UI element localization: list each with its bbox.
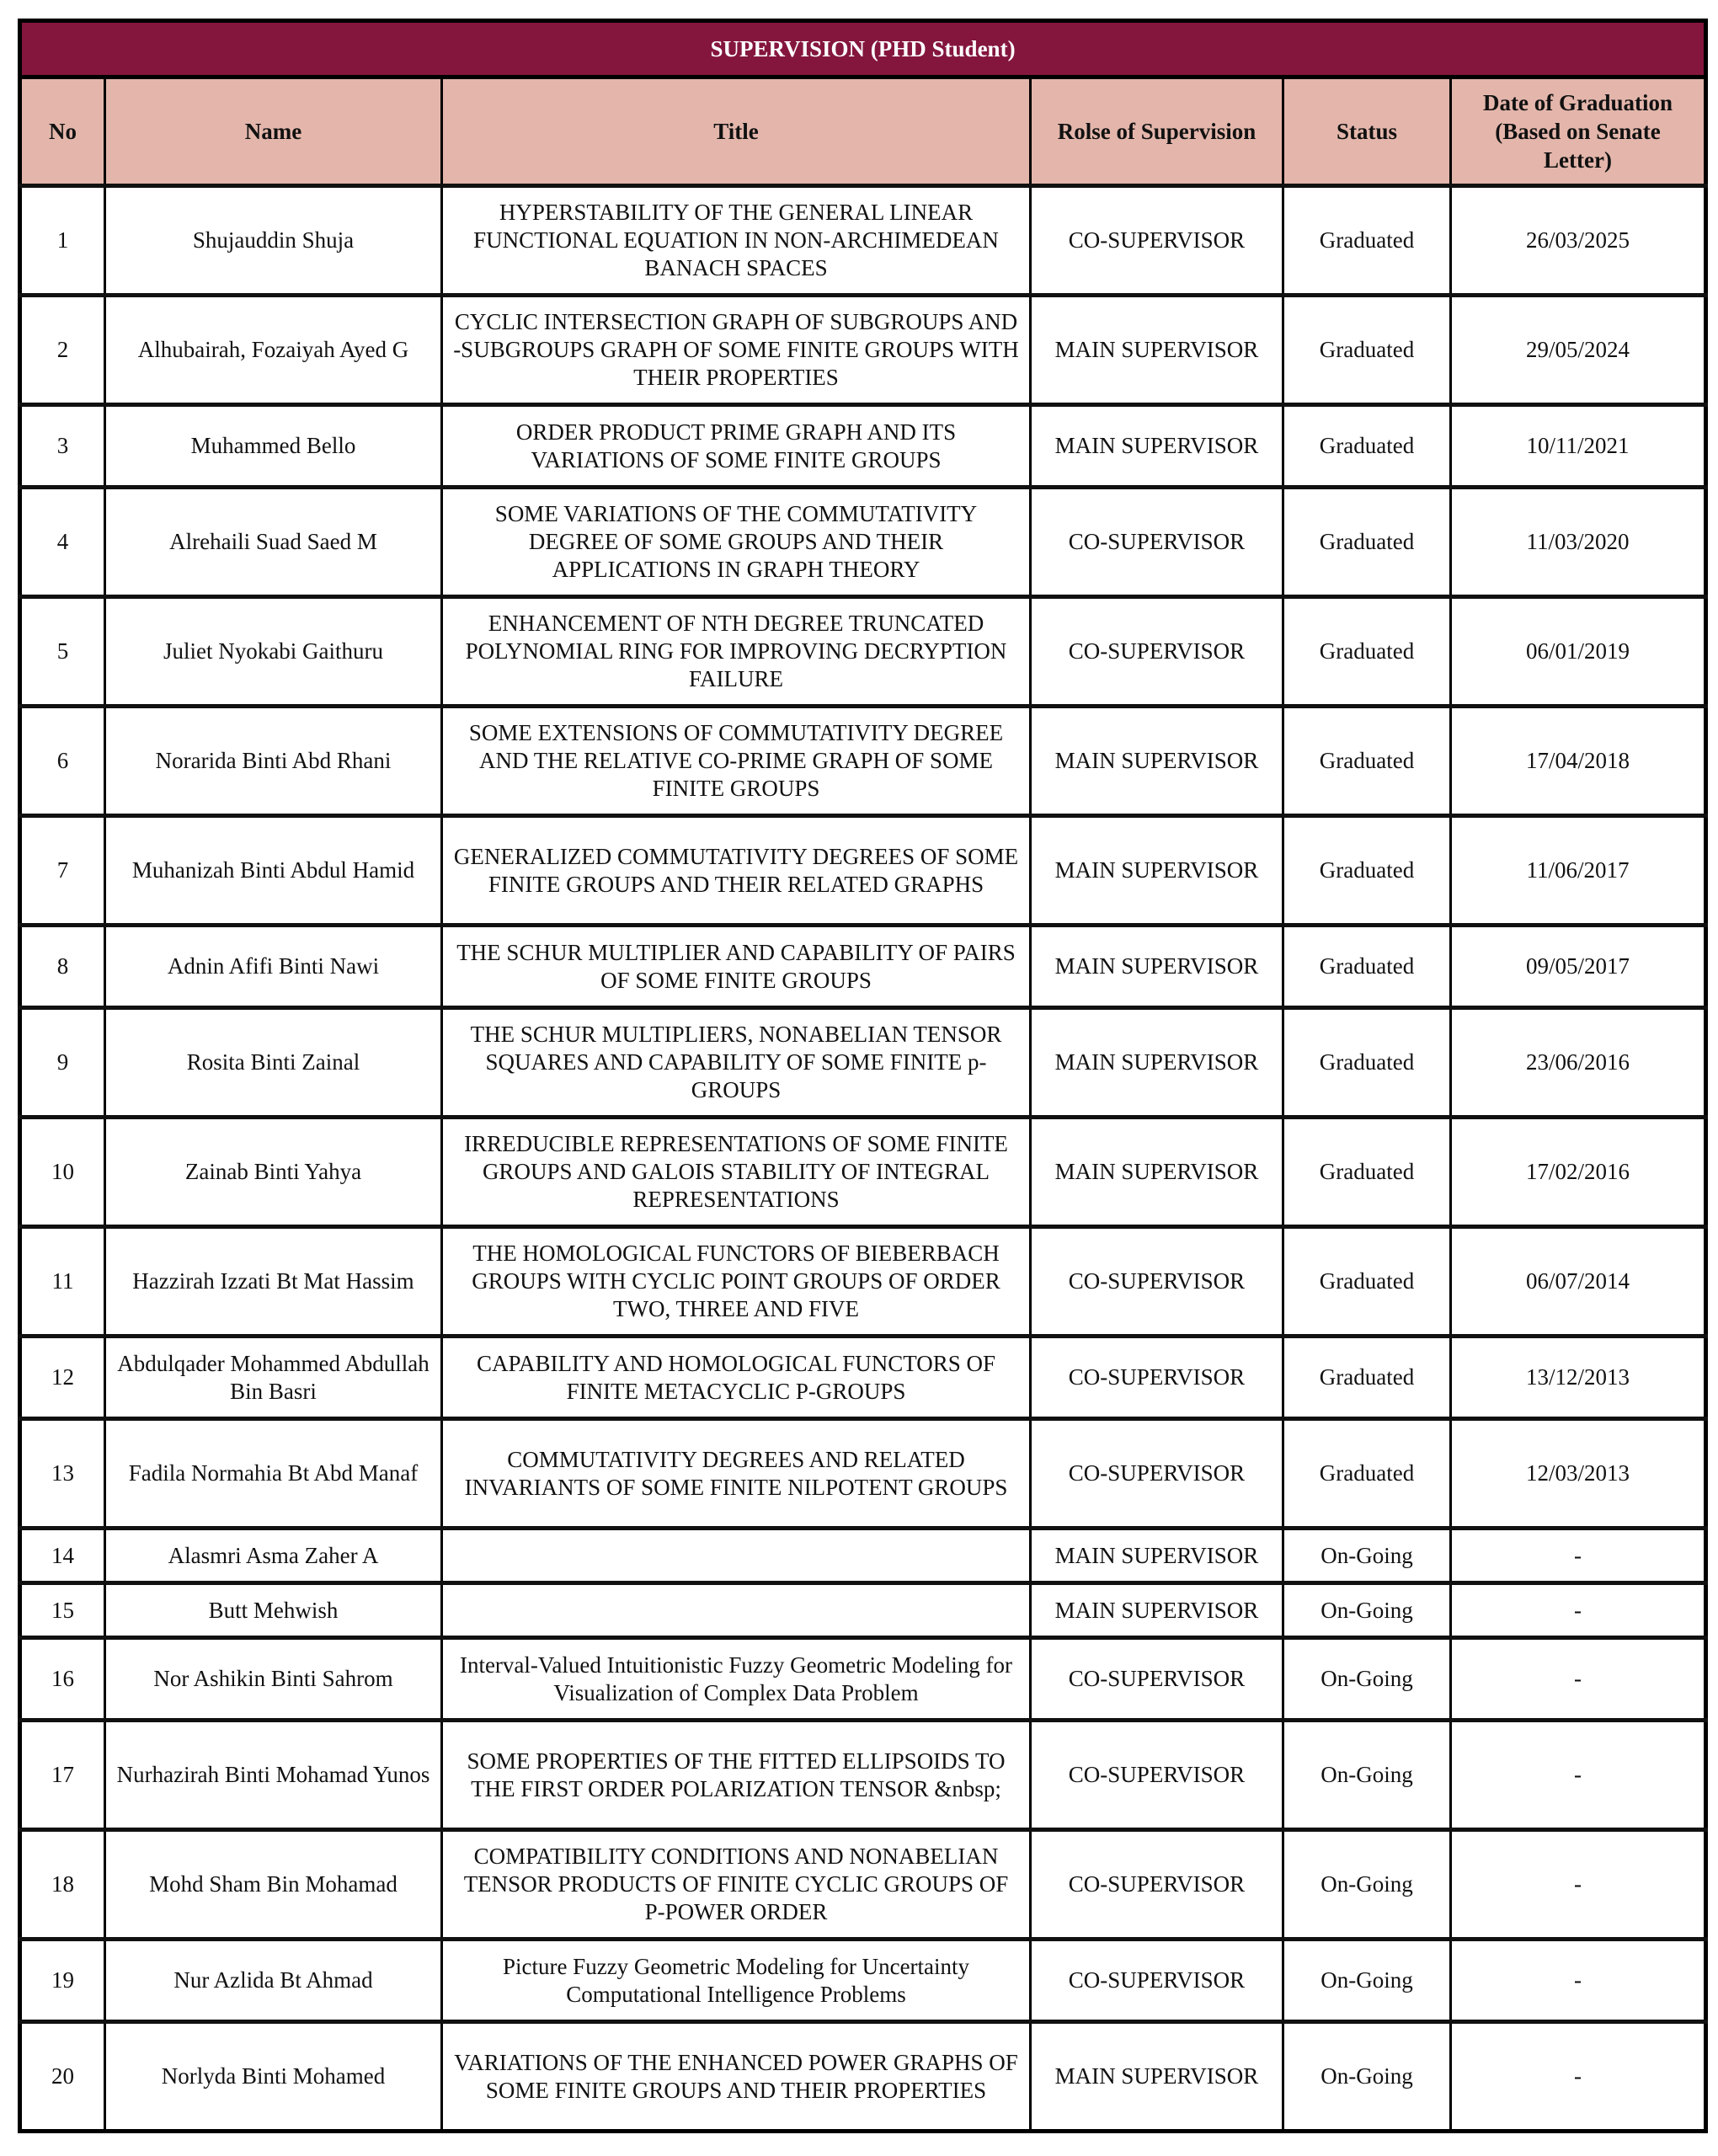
row-number-cell: 10 — [20, 1118, 105, 1227]
table-row — [20, 1419, 1706, 1529]
status-cell: On-Going — [1283, 1529, 1451, 1583]
supervision-role-cell: CO-SUPERVISOR — [1031, 186, 1283, 296]
row-number-cell: 8 — [20, 926, 105, 1008]
status-cell: Graduated — [1283, 186, 1451, 296]
row-number-cell: 2 — [20, 296, 105, 405]
status-cell: On-Going — [1283, 1583, 1451, 1638]
status-cell: Graduated — [1283, 1337, 1451, 1419]
row-number-cell: 5 — [20, 597, 105, 707]
row-number-cell: 20 — [20, 2022, 105, 2132]
supervision-role-cell: MAIN SUPERVISOR — [1031, 926, 1283, 1008]
status-cell: Graduated — [1283, 1227, 1451, 1337]
student-name-cell: Alrehaili Suad Saed M — [105, 488, 442, 597]
student-name-cell: Muhanizah Binti Abdul Hamid — [105, 816, 442, 926]
table-title: SUPERVISION (PHD Student) — [20, 21, 1706, 77]
status-cell: Graduated — [1283, 488, 1451, 597]
table-row — [20, 296, 1706, 405]
table-row — [20, 186, 1706, 296]
thesis-title-cell: THE HOMOLOGICAL FUNCTORS OF BIEBERBACH GROUPS WITH CYCLIC POINT GROUPS OF ORDER TWO, THREE AND FIVE — [442, 1227, 1031, 1337]
supervision-role-cell: CO-SUPERVISOR — [1031, 1830, 1283, 1940]
thesis-title-cell — [442, 1583, 1031, 1638]
supervision-role-cell: MAIN SUPERVISOR — [1031, 296, 1283, 405]
thesis-title-cell: SOME EXTENSIONS OF COMMUTATIVITY DEGREE AND THE RELATIVE CO-PRIME GRAPH OF SOME FINITE GROUPS — [442, 707, 1031, 816]
table-row — [20, 405, 1706, 488]
supervision-role-cell: CO-SUPERVISOR — [1031, 1419, 1283, 1529]
table-row — [20, 1227, 1706, 1337]
thesis-title-cell: ENHANCEMENT OF NTH DEGREE TRUNCATED POLYNOMIAL RING FOR IMPROVING DECRYPTION FAILURE — [442, 597, 1031, 707]
row-number-cell: 16 — [20, 1638, 105, 1721]
column-header-no: No — [20, 77, 105, 186]
thesis-title-cell: Picture Fuzzy Geometric Modeling for Uncertainty Computational Intelligence Problems — [442, 1940, 1031, 2022]
thesis-title-cell: CAPABILITY AND HOMOLOGICAL FUNCTORS OF FINITE METACYCLIC P-GROUPS — [442, 1337, 1031, 1419]
supervision-role-cell: CO-SUPERVISOR — [1031, 1337, 1283, 1419]
student-name-cell: Alhubairah, Fozaiyah Ayed G — [105, 296, 442, 405]
graduation-date-cell: 13/12/2013 — [1451, 1337, 1706, 1419]
thesis-title-cell: COMMUTATIVITY DEGREES AND RELATED INVARIANTS OF SOME FINITE NILPOTENT GROUPS — [442, 1419, 1031, 1529]
student-name-cell: Adnin Afifi Binti Nawi — [105, 926, 442, 1008]
student-name-cell: Abdulqader Mohammed Abdullah Bin Basri — [105, 1337, 442, 1419]
supervision-role-cell: MAIN SUPERVISOR — [1031, 707, 1283, 816]
supervision-role-cell: MAIN SUPERVISOR — [1031, 1583, 1283, 1638]
graduation-date-cell: - — [1451, 1638, 1706, 1721]
status-cell: Graduated — [1283, 1419, 1451, 1529]
supervision-role-cell: CO-SUPERVISOR — [1031, 1940, 1283, 2022]
row-number-cell: 1 — [20, 186, 105, 296]
student-name-cell: Hazzirah Izzati Bt Mat Hassim — [105, 1227, 442, 1337]
graduation-date-cell: 09/05/2017 — [1451, 926, 1706, 1008]
table-row — [20, 1337, 1706, 1419]
graduation-date-cell: 17/02/2016 — [1451, 1118, 1706, 1227]
table-row — [20, 707, 1706, 816]
table-row — [20, 1008, 1706, 1118]
table-row — [20, 1940, 1706, 2022]
thesis-title-cell: THE SCHUR MULTIPLIERS, NONABELIAN TENSOR SQUARES AND CAPABILITY OF SOME FINITE p-GROUPS — [442, 1008, 1031, 1118]
column-header-status: Status — [1283, 77, 1451, 186]
thesis-title-cell: CYCLIC INTERSECTION GRAPH OF SUBGROUPS AND -SUBGROUPS GRAPH OF SOME FINITE GROUPS WITH THEIR PROPERTIES — [442, 296, 1031, 405]
table-row — [20, 1721, 1706, 1830]
supervision-role-cell: CO-SUPERVISOR — [1031, 1638, 1283, 1721]
status-cell: Graduated — [1283, 405, 1451, 488]
graduation-date-cell: 17/04/2018 — [1451, 707, 1706, 816]
column-header-role: Rolse of Supervision — [1031, 77, 1283, 186]
student-name-cell: Shujauddin Shuja — [105, 186, 442, 296]
thesis-title-cell: THE SCHUR MULTIPLIER AND CAPABILITY OF PAIRS OF SOME FINITE GROUPS — [442, 926, 1031, 1008]
graduation-date-cell: 23/06/2016 — [1451, 1008, 1706, 1118]
graduation-date-cell: 12/03/2013 — [1451, 1419, 1706, 1529]
row-number-cell: 7 — [20, 816, 105, 926]
thesis-title-cell: ORDER PRODUCT PRIME GRAPH AND ITS VARIATIONS OF SOME FINITE GROUPS — [442, 405, 1031, 488]
supervision-role-cell: MAIN SUPERVISOR — [1031, 816, 1283, 926]
graduation-date-cell: - — [1451, 1583, 1706, 1638]
status-cell: Graduated — [1283, 1008, 1451, 1118]
graduation-date-cell: 11/03/2020 — [1451, 488, 1706, 597]
row-number-cell: 4 — [20, 488, 105, 597]
status-cell: On-Going — [1283, 1830, 1451, 1940]
graduation-date-cell: 26/03/2025 — [1451, 186, 1706, 296]
supervision-role-cell: CO-SUPERVISOR — [1031, 597, 1283, 707]
status-cell: On-Going — [1283, 2022, 1451, 2132]
row-number-cell: 6 — [20, 707, 105, 816]
graduation-date-cell: 10/11/2021 — [1451, 405, 1706, 488]
thesis-title-cell: COMPATIBILITY CONDITIONS AND NONABELIAN TENSOR PRODUCTS OF FINITE CYCLIC GROUPS OF P-POWER ORDER — [442, 1830, 1031, 1940]
graduation-date-cell: - — [1451, 1721, 1706, 1830]
supervision-role-cell: MAIN SUPERVISOR — [1031, 1529, 1283, 1583]
row-number-cell: 12 — [20, 1337, 105, 1419]
supervision-role-cell: MAIN SUPERVISOR — [1031, 1008, 1283, 1118]
graduation-date-cell: 29/05/2024 — [1451, 296, 1706, 405]
student-name-cell: Norarida Binti Abd Rhani — [105, 707, 442, 816]
table-row — [20, 1583, 1706, 1638]
supervision-role-cell: MAIN SUPERVISOR — [1031, 1118, 1283, 1227]
row-number-cell: 17 — [20, 1721, 105, 1830]
thesis-title-cell: IRREDUCIBLE REPRESENTATIONS OF SOME FINITE GROUPS AND GALOIS STABILITY OF INTEGRAL REPRESENTATIONS — [442, 1118, 1031, 1227]
graduation-date-cell: - — [1451, 1830, 1706, 1940]
table-row — [20, 1638, 1706, 1721]
status-cell: On-Going — [1283, 1940, 1451, 2022]
table-body — [20, 186, 1706, 2132]
column-header-graduation-date: Date of Graduation (Based on Senate Letter) — [1451, 77, 1706, 186]
graduation-date-cell: - — [1451, 1940, 1706, 2022]
table-row — [20, 488, 1706, 597]
row-number-cell: 9 — [20, 1008, 105, 1118]
graduation-date-cell: 11/06/2017 — [1451, 816, 1706, 926]
student-name-cell: Muhammed Bello — [105, 405, 442, 488]
table-title-row — [20, 21, 1706, 77]
student-name-cell: Rosita Binti Zainal — [105, 1008, 442, 1118]
row-number-cell: 19 — [20, 1940, 105, 2022]
supervision-role-cell: CO-SUPERVISOR — [1031, 488, 1283, 597]
column-header-title: Title — [442, 77, 1031, 186]
graduation-date-cell: - — [1451, 2022, 1706, 2132]
thesis-title-cell — [442, 1529, 1031, 1583]
supervision-role-cell: CO-SUPERVISOR — [1031, 1227, 1283, 1337]
row-number-cell: 15 — [20, 1583, 105, 1638]
supervision-role-cell: MAIN SUPERVISOR — [1031, 2022, 1283, 2132]
student-name-cell: Nurhazirah Binti Mohamad Yunos — [105, 1721, 442, 1830]
table-row — [20, 1118, 1706, 1227]
row-number-cell: 14 — [20, 1529, 105, 1583]
status-cell: On-Going — [1283, 1638, 1451, 1721]
student-name-cell: Zainab Binti Yahya — [105, 1118, 442, 1227]
table-header-row — [20, 77, 1706, 186]
thesis-title-cell: VARIATIONS OF THE ENHANCED POWER GRAPHS OF SOME FINITE GROUPS AND THEIR PROPERTIES — [442, 2022, 1031, 2132]
row-number-cell: 3 — [20, 405, 105, 488]
student-name-cell: Fadila Normahia Bt Abd Manaf — [105, 1419, 442, 1529]
table-row — [20, 926, 1706, 1008]
row-number-cell: 18 — [20, 1830, 105, 1940]
table-row — [20, 1529, 1706, 1583]
thesis-title-cell: GENERALIZED COMMUTATIVITY DEGREES OF SOME FINITE GROUPS AND THEIR RELATED GRAPHS — [442, 816, 1031, 926]
supervision-role-cell: CO-SUPERVISOR — [1031, 1721, 1283, 1830]
row-number-cell: 11 — [20, 1227, 105, 1337]
table-row — [20, 597, 1706, 707]
table-row — [20, 816, 1706, 926]
status-cell: Graduated — [1283, 597, 1451, 707]
status-cell: Graduated — [1283, 1118, 1451, 1227]
thesis-title-cell: SOME VARIATIONS OF THE COMMUTATIVITY DEGREE OF SOME GROUPS AND THEIR APPLICATIONS IN GRAPH THEORY — [442, 488, 1031, 597]
status-cell: On-Going — [1283, 1721, 1451, 1830]
table-row — [20, 2022, 1706, 2132]
student-name-cell: Nur Azlida Bt Ahmad — [105, 1940, 442, 2022]
graduation-date-cell: 06/01/2019 — [1451, 597, 1706, 707]
student-name-cell: Butt Mehwish — [105, 1583, 442, 1638]
thesis-title-cell: Interval-Valued Intuitionistic Fuzzy Geometric Modeling for Visualization of Complex Data Problem — [442, 1638, 1031, 1721]
status-cell: Graduated — [1283, 926, 1451, 1008]
supervision-role-cell: MAIN SUPERVISOR — [1031, 405, 1283, 488]
thesis-title-cell: SOME PROPERTIES OF THE FITTED ELLIPSOIDS TO THE FIRST ORDER POLARIZATION TENSOR &nbsp; — [442, 1721, 1031, 1830]
supervision-table-container — [18, 19, 1704, 2133]
student-name-cell: Norlyda Binti Mohamed — [105, 2022, 442, 2132]
status-cell: Graduated — [1283, 816, 1451, 926]
status-cell: Graduated — [1283, 707, 1451, 816]
supervision-table — [18, 19, 1708, 2133]
student-name-cell: Alasmri Asma Zaher A — [105, 1529, 442, 1583]
student-name-cell: Nor Ashikin Binti Sahrom — [105, 1638, 442, 1721]
thesis-title-cell: HYPERSTABILITY OF THE GENERAL LINEAR FUNCTIONAL EQUATION IN NON-ARCHIMEDEAN BANACH SPACES — [442, 186, 1031, 296]
student-name-cell: Juliet Nyokabi Gaithuru — [105, 597, 442, 707]
table-row — [20, 1830, 1706, 1940]
graduation-date-cell: - — [1451, 1529, 1706, 1583]
graduation-date-cell: 06/07/2014 — [1451, 1227, 1706, 1337]
row-number-cell: 13 — [20, 1419, 105, 1529]
column-header-name: Name — [105, 77, 442, 186]
student-name-cell: Mohd Sham Bin Mohamad — [105, 1830, 442, 1940]
status-cell: Graduated — [1283, 296, 1451, 405]
